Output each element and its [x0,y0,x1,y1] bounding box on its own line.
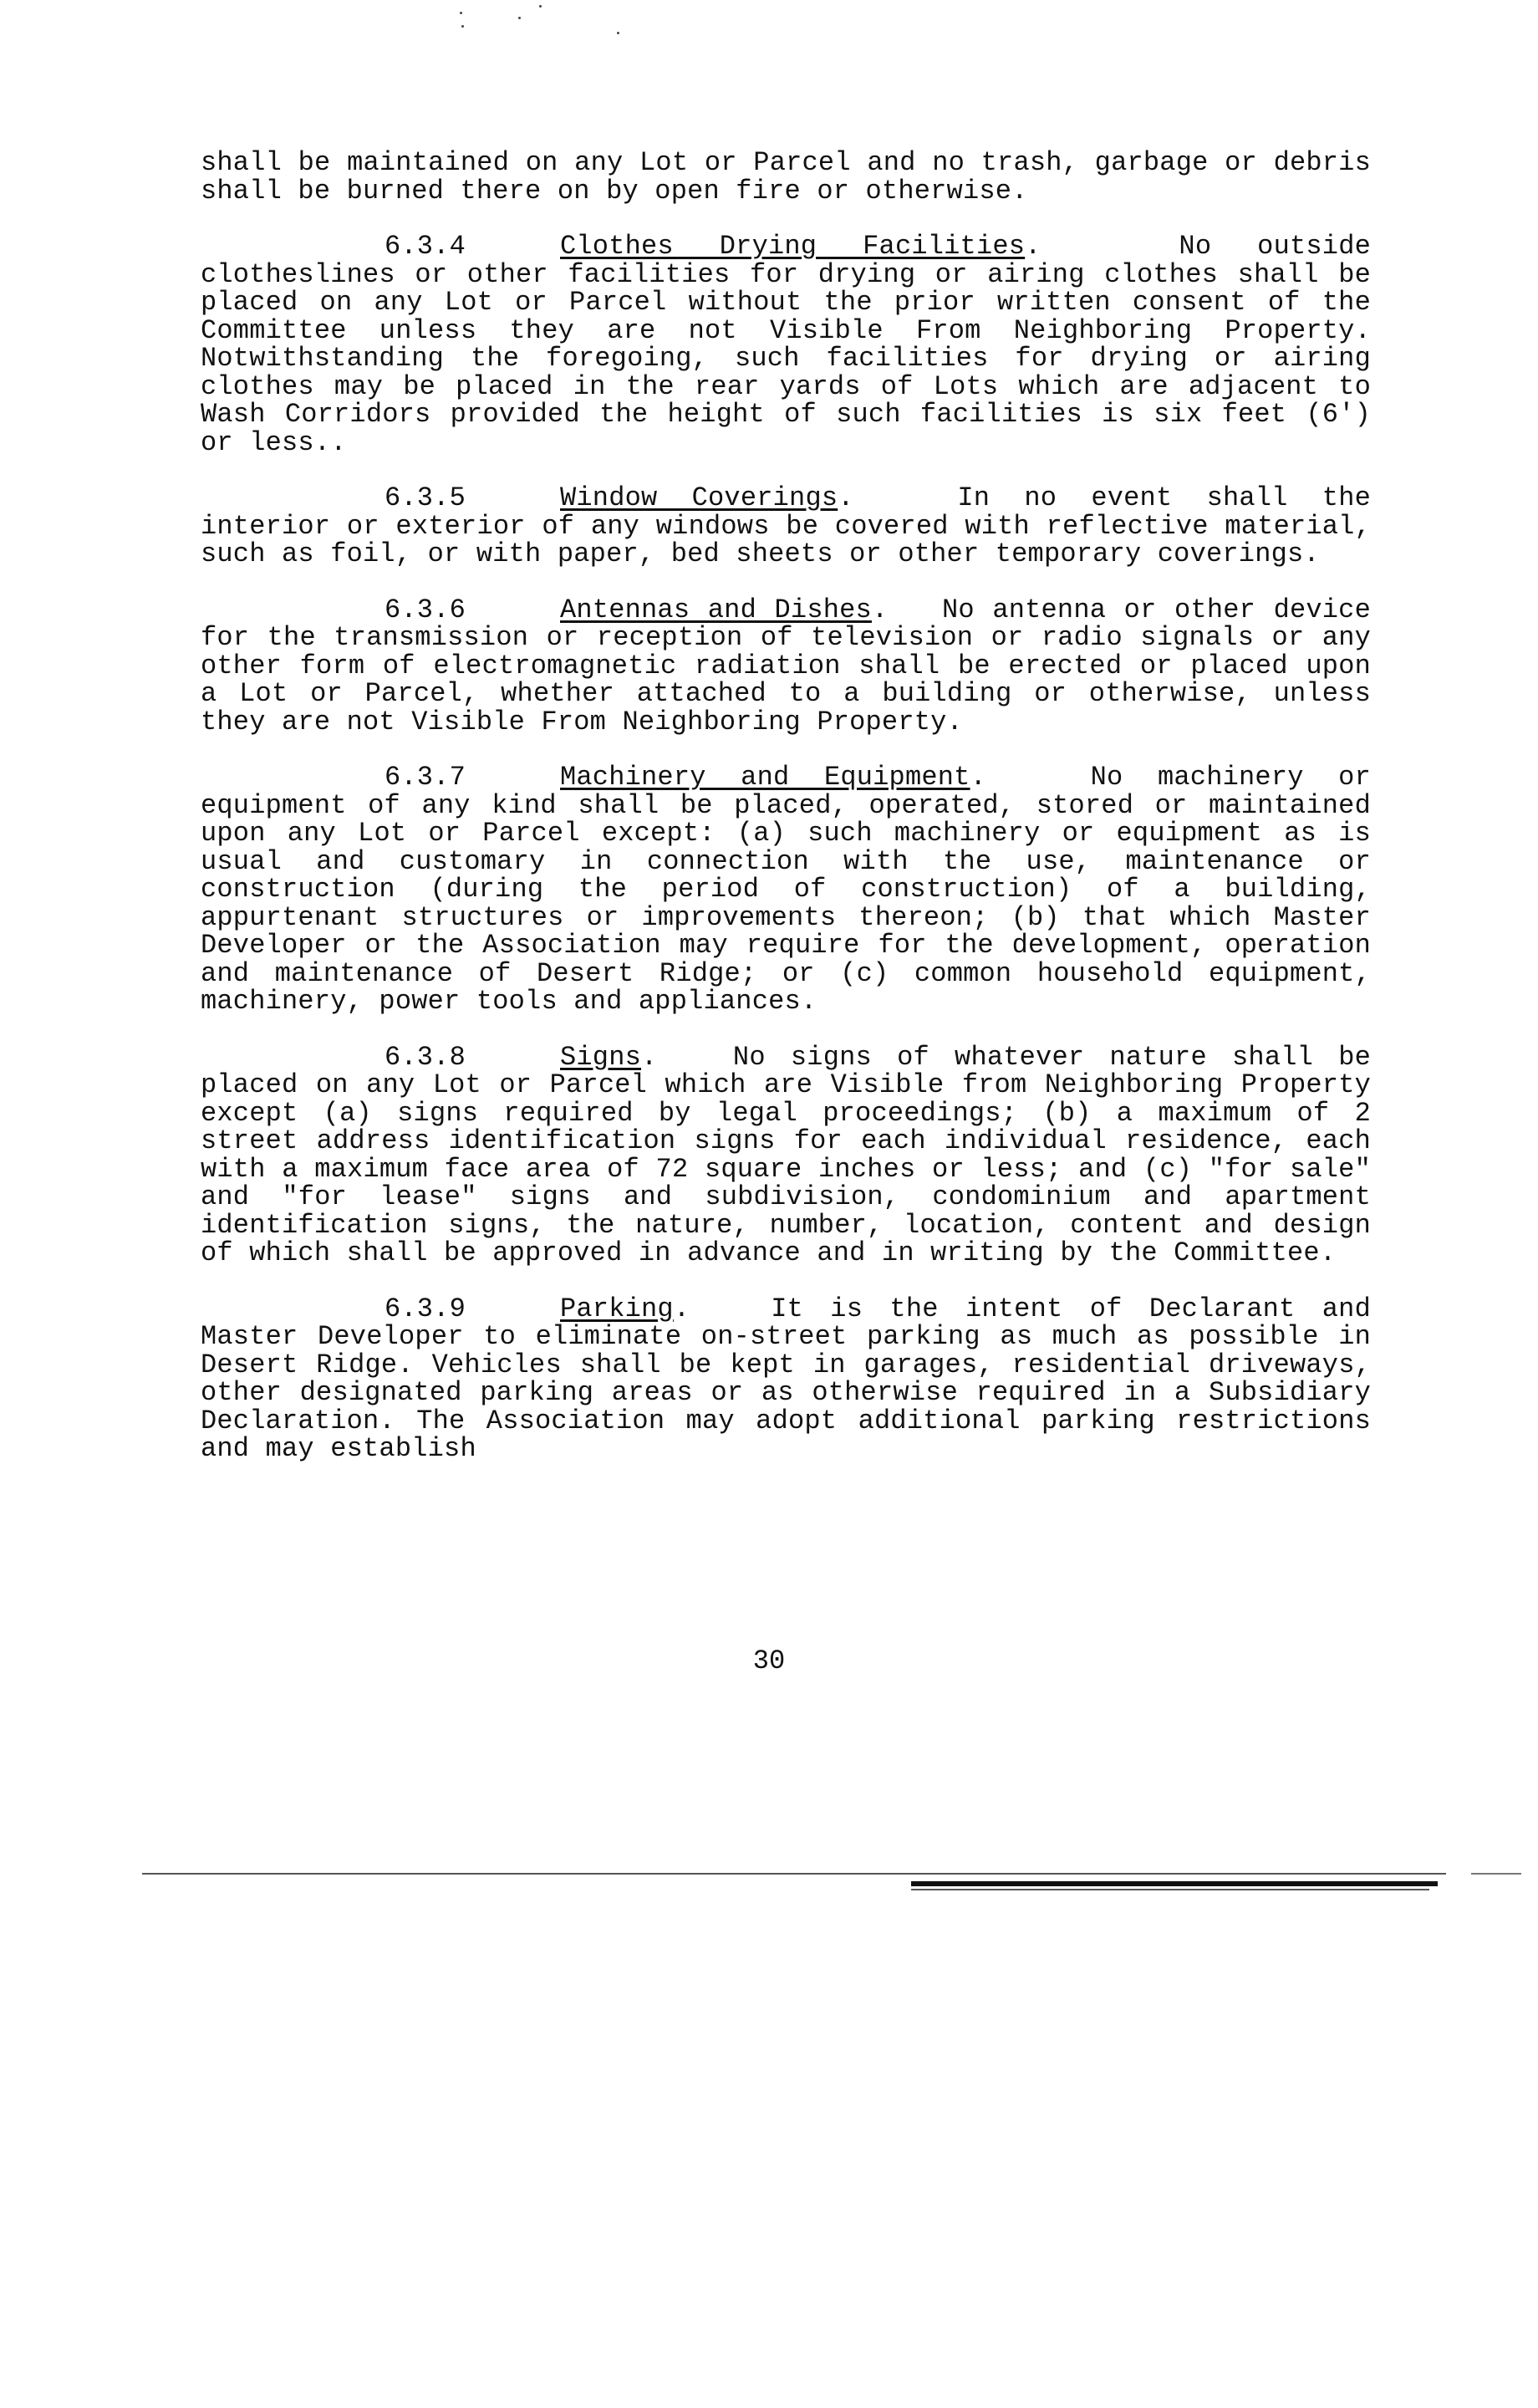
section-heading: Signs [560,1041,642,1073]
section-number: 6.3.8 [384,1041,466,1073]
scan-edge-bar [911,1881,1438,1886]
page-number: 30 [752,1645,786,1676]
section-heading: Machinery and Equipment [560,762,970,793]
continuation-text: shall be maintained on any Lot or Parcel and no trash, garbage or debris shall be burned there on by open fire or otherwise. [201,147,1371,207]
section-6-3-5: 6.3.5 Window Coverings. In no event shall the interior or exterior of any windows be covered with reflective material, such as foil, or with paper, bed sheets or other temporary coverings. [201,482,1372,569]
scan-speck [461,25,464,28]
section-heading: Window Coverings [560,482,838,513]
continuation-paragraph [201,149,1371,205]
section-number: 6.3.6 [384,594,466,625]
section-heading: Parking [560,1293,674,1324]
scan-speck [518,17,521,19]
section-body: It is the intent of Declarant and Master Developer to eliminate on-street parking as much as possible in Desert Ridge. Vehicles shall be kept in garages, residential driveways, other designated parking areas or as otherwise required in a Subsidiary Declaration. The Association may adopt additional parking restrictions and may establish [201,1293,1371,1464]
section-body: No antenna or other device for the transmission or reception of television or radio signals or any other form of electromagnetic radiation shall be erected or placed upon a Lot or Parcel, whether attached to a building or otherwise, unless they are not Visible From Neighboring Property. [201,594,1371,737]
section-body: In no event shall the interior or exterior of any windows be covered with reflective material, such as foil, or with paper, bed sheets or other temporary coverings. [201,482,1372,569]
scan-speck [460,12,462,14]
section-number: 6.3.4 [384,231,466,262]
section-number: 6.3.9 [384,1293,466,1324]
section-body: No machinery or equipment of any kind shall be placed, operated, stored or maintained upon any Lot or Parcel except: (a) such machinery or equipment as is usual and customary in connection with the use, maintenance or construction (during the period of construction) of a building, appurtenant structures or improvements thereon; (b) that which Master Developer or the Association may require for the development, operation and maintenance of Desert Ridge; or (c) common household equipment, machinery, power tools and appliances. [201,762,1371,1017]
scan-speck [539,5,542,8]
section-6-3-9: 6.3.9 Parking. It is the intent of Declarant and Master Developer to eliminate on-street parking as much as possible in Desert Ridge. Vehicles shall be kept in garages, residential driveways, other designated parking areas or as otherwise required in a Subsidiary Declaration. The Association may adopt additional parking restrictions and may establish [201,1293,1371,1464]
section-heading: Antennas and Dishes [560,594,872,625]
section-6-3-4: 6.3.4 Clothes Drying Facilities. No outside clotheslines or other facilities for drying or airing clothes shall be placed on any Lot or Parcel without the prior written consent of the Committee unless they are not Visible From Neighboring Property. Notwithstanding the foregoing, such facilities for drying or airing clothes may be placed in the rear yards of Lots which are adjacent to Wash Corridors provided the height of such facilities is six feet (6') or less.. [201,231,1371,458]
scan-edge-line [1471,1873,1521,1875]
section-6-3-6: 6.3.6 Antennas and Dishes. No antenna or other device for the transmission or reception of television or radio signals or any other form of electromagnetic radiation shall be erected or placed upon a Lot or Parcel, whether attached to a building or otherwise, unless they are not Visible From Neighboring Property. [201,594,1371,737]
section-body: No outside clotheslines or other facilities for drying or airing clothes shall be placed on any Lot or Parcel without the prior written consent of the Committee unless they are not Visible From Neighboring Property. Notwithstanding the foregoing, such facilities for drying or airing clothes may be placed in the rear yards of Lots which are adjacent to Wash Corridors provided the height of such facilities is six feet (6') or less.. [201,231,1371,458]
scan-edge-line [911,1889,1429,1890]
scan-edge-line [142,1873,1446,1875]
scan-speck [617,32,619,34]
section-6-3-7: 6.3.7 Machinery and Equipment. No machinery or equipment of any kind shall be placed, operated, stored or maintained upon any Lot or Parcel except: (a) such machinery or equipment as is usual and customary in connection with the use, maintenance or construction (during the period of construction) of a building, appurtenant structures or improvements thereon; (b) that which Master Developer or the Association may require for the development, operation and maintenance of Desert Ridge; or (c) common household equipment, machinery, power tools and appliances. [201,762,1371,1017]
section-body: No signs of whatever nature shall be placed on any Lot or Parcel which are Visible from Neighboring Property except (a) signs required by legal proceedings; (b) a maximum of 2 street address identification signs for each individual residence, each with a maximum face area of 72 square inches or less; and (c) "for sale" and "for lease" signs and subdivision, condominium and apartment identification signs, the nature, number, location, content and design of which shall be approved in advance and in writing by the Committee. [201,1041,1371,1268]
section-heading: Clothes Drying Facilities [560,231,1026,262]
section-number: 6.3.7 [384,762,466,793]
section-6-3-8: 6.3.8 Signs. No signs of whatever nature shall be placed on any Lot or Parcel which are Visible from Neighboring Property except (a) signs required by legal proceedings; (b) a maximum of 2 street address identification signs for each individual residence, each with a maximum face area of 72 square inches or less; and (c) "for sale" and "for lease" signs and subdivision, condominium and apartment identification signs, the nature, number, location, content and design of which shall be approved in advance and in writing by the Committee. [201,1041,1371,1268]
body-text [201,149,1371,1463]
section-number: 6.3.5 [384,482,466,513]
